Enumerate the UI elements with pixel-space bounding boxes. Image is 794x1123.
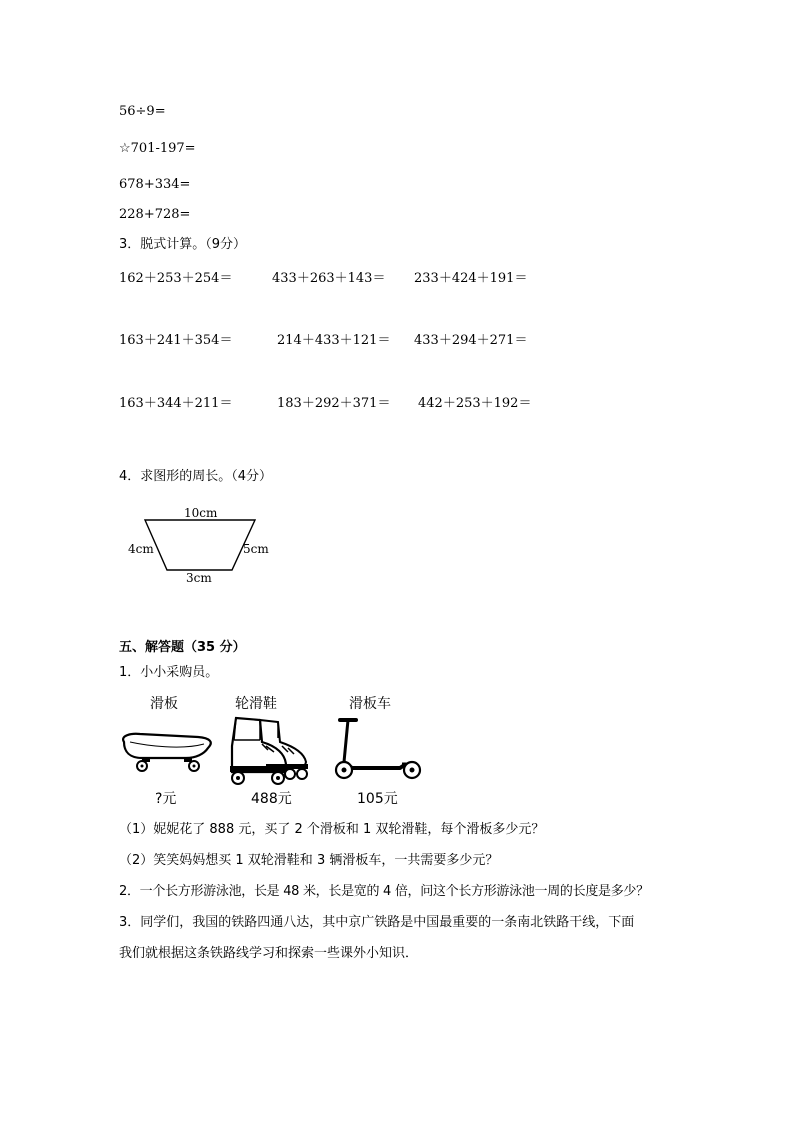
top-side-label: 10cm [184, 506, 218, 520]
q4-heading: 4．求图形的周长。（4分） [119, 469, 273, 484]
problem-2: 2．一个长方形游泳池，长是 48 米，长是宽的 4 倍，问这个长方形游泳池一周的长度是多少？ [119, 884, 649, 899]
q3-expr: 214＋433＋121＝ [277, 333, 391, 348]
problem-3-line-2: 我们就根据这条铁路线学习和探索一些课外小知识． [119, 946, 419, 961]
q3-expr: 233＋424＋191＝ [414, 271, 528, 286]
q3-expr: 433＋263＋143＝ [272, 271, 386, 286]
sub-question-1: （1）妮妮花了 888 元，买了 2 个滑板和 1 双轮滑鞋，每个滑板多少元？ [119, 822, 545, 837]
trapezoid-figure [120, 500, 300, 585]
q3-expr: 433＋294＋271＝ [414, 333, 528, 348]
arith-line-4: 228+728= [119, 207, 191, 222]
skateboard-icon [118, 728, 218, 780]
arith-line-2: ☆701-197= [119, 141, 196, 156]
price-roller-skates: 488元 [251, 791, 292, 807]
right-side-label: 5cm [243, 542, 269, 556]
arith-line-1: 56÷9= [119, 104, 166, 119]
arith-line-3: 678+334= [119, 177, 191, 192]
trapezoid-shape [145, 520, 255, 570]
problem-3-line-1: 3．同学们，我国的铁路四通八达，其中京广铁路是中国最重要的一条南北铁路干线，下面 [119, 915, 635, 930]
item-name-skateboard: 滑板 [150, 696, 178, 712]
section-5-heading: 五、解答题（35 分） [119, 640, 246, 655]
q3-heading: 3．脱式计算。（9分） [119, 237, 247, 252]
q3-expr: 442＋253＋192＝ [418, 396, 532, 411]
left-side-label: 4cm [128, 542, 154, 556]
bottom-side-label: 3cm [186, 571, 212, 585]
q3-expr: 162＋253＋254＝ [119, 271, 233, 286]
problem-1-title: 1．小小采购员。 [119, 665, 219, 680]
q3-expr: 163＋344＋211＝ [119, 396, 233, 411]
q3-expr: 183＋292＋371＝ [277, 396, 391, 411]
price-skateboard: ?元 [155, 791, 177, 807]
scooter-icon [330, 714, 430, 784]
q3-expr: 163＋241＋354＝ [119, 333, 233, 348]
item-name-roller-skates: 轮滑鞋 [235, 696, 277, 712]
price-scooter: 105元 [357, 791, 398, 807]
item-name-scooter: 滑板车 [349, 696, 391, 712]
roller-skates-icon [222, 714, 312, 786]
sub-question-2: （2）笑笑妈妈想买 1 双轮滑鞋和 3 辆滑板车，一共需要多少元？ [119, 853, 499, 868]
